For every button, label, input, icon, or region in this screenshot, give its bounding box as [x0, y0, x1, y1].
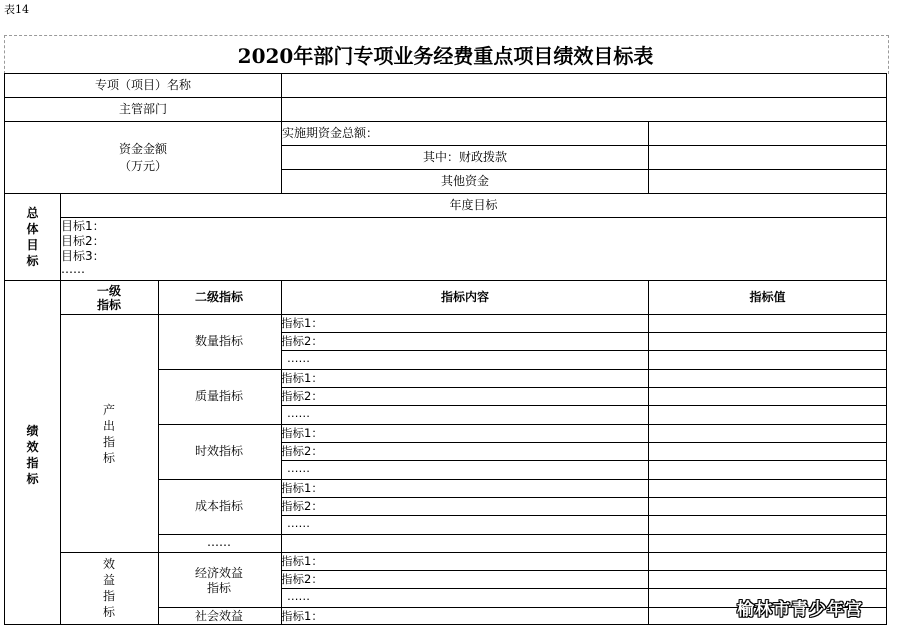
economic-benefit-line1: 经济效益: [194, 566, 243, 580]
timeliness-ind2[interactable]: 指标2：: [281, 444, 323, 458]
department-label: 主管部门: [118, 102, 167, 116]
project-name-label: 专项（项目）名称: [94, 78, 191, 92]
grid-hline: [281, 405, 887, 406]
grid-hline: [4, 280, 887, 281]
quantity-ind2[interactable]: 指标2：: [281, 334, 323, 348]
cost-ind1[interactable]: 指标1：: [281, 481, 323, 495]
grid-hline: [281, 515, 887, 516]
grid-hline: [281, 332, 887, 333]
social-ind1[interactable]: 指标1：: [281, 609, 323, 623]
goal-1[interactable]: 目标1：: [61, 219, 105, 233]
table-number: 表14: [4, 3, 29, 16]
col-level1-line1: 一级: [96, 284, 121, 298]
grid-hline: [281, 570, 887, 571]
output-indicator-label: 产 出 指 标: [102, 403, 115, 465]
grid-hline: [281, 460, 887, 461]
page-title: 2020年部门专项业务经费重点项目绩效目标表: [237, 44, 654, 68]
quantity-indicator: 数量指标: [194, 334, 243, 348]
total-funds-label: 实施期资金总额：: [282, 126, 379, 140]
economic-ind1[interactable]: 指标1：: [281, 554, 323, 568]
overall-goal-label: 总 体 目 标: [26, 206, 39, 268]
fiscal-allocation-field[interactable]: [649, 146, 886, 168]
grid-hline: [60, 552, 887, 553]
grid-hline: [281, 442, 887, 443]
grid-hline: [158, 369, 887, 370]
other-funds-label: 其他资金: [440, 174, 489, 188]
goal-3[interactable]: 目标3：: [61, 249, 105, 263]
grid-hline: [281, 588, 887, 589]
grid-hline: [158, 424, 887, 425]
funds-label: 资金金额: [118, 142, 167, 156]
benefit-indicator-label: 效 益 指 标: [102, 557, 115, 619]
grid-hline: [281, 497, 887, 498]
other-funds-field[interactable]: [649, 170, 886, 192]
quality-more: ……: [287, 406, 310, 420]
col-level2: 二级指标: [194, 290, 243, 304]
grid-hline: [281, 350, 887, 351]
performance-label: 绩 效 指 标: [26, 424, 39, 486]
goal-more: ……: [61, 262, 85, 276]
grid-hline: [4, 193, 887, 194]
grid-hline: [281, 387, 887, 388]
economic-benefit-line2: 指标: [206, 581, 231, 595]
grid-hline: [60, 314, 887, 315]
funds-unit: （万元）: [118, 159, 167, 173]
watermark-text: 榆林市青少年宫: [737, 600, 863, 620]
project-name-field[interactable]: [282, 74, 886, 96]
quality-ind2[interactable]: 指标2：: [281, 389, 323, 403]
quality-ind1[interactable]: 指标1：: [281, 371, 323, 385]
col-content: 指标内容: [440, 290, 489, 304]
fiscal-allocation-label: 其中：财政拨款: [422, 150, 507, 164]
timeliness-ind1[interactable]: 指标1：: [281, 426, 323, 440]
col-value: 指标值: [749, 290, 786, 304]
total-funds-field[interactable]: [649, 122, 886, 144]
col-level1-line2: 指标: [96, 298, 121, 312]
cost-ind2[interactable]: 指标2：: [281, 499, 323, 513]
timeliness-indicator: 时效指标: [194, 444, 243, 458]
quantity-ind1[interactable]: 指标1：: [281, 316, 323, 330]
grid-hline: [158, 479, 887, 480]
grid-hline: [4, 624, 887, 625]
economic-ind2[interactable]: 指标2：: [281, 572, 323, 586]
quality-indicator: 质量指标: [194, 389, 243, 403]
department-field[interactable]: [282, 98, 886, 120]
grid-vline: [648, 280, 649, 625]
output-more: ……: [207, 535, 231, 549]
goal-2[interactable]: 目标2：: [61, 234, 105, 248]
social-benefit: 社会效益: [194, 609, 243, 623]
cost-more: ……: [287, 516, 310, 530]
timeliness-more: ……: [287, 461, 310, 475]
economic-more: ……: [287, 589, 310, 603]
grid-hline: [60, 217, 887, 218]
annual-goal-header: 年度目标: [449, 198, 498, 212]
cost-indicator: 成本指标: [194, 499, 243, 513]
quantity-more: ……: [287, 351, 310, 365]
grid-vline: [886, 73, 887, 625]
